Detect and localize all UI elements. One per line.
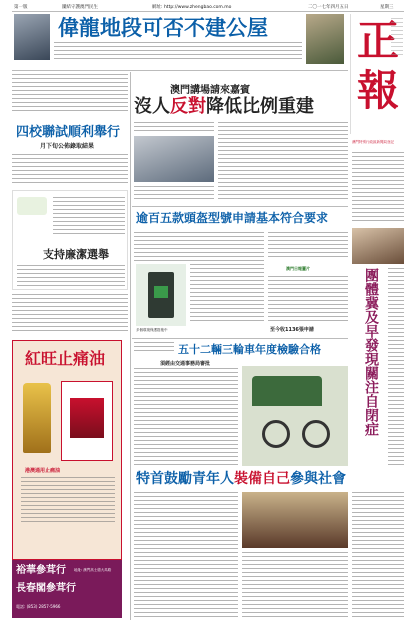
recycle-headline: 逾百五款頭盔型號申請基本符合要求	[136, 211, 329, 225]
left-headline: 四校聯試順利舉行	[16, 125, 121, 140]
nameplate-char-1: 正	[357, 16, 400, 65]
nameplate-char-2: 報	[357, 66, 400, 115]
store-name-1: 裕華參茸行	[16, 565, 66, 576]
left-subhead: 月下旬公佈錄取結果	[40, 143, 95, 150]
youth-headline	[136, 472, 346, 486]
page-label: 第一版	[14, 5, 28, 10]
youth-photo	[242, 492, 348, 548]
election-icon	[17, 197, 47, 215]
top-story-photo-right	[306, 14, 344, 64]
recycle-caption: 多個環境保護措施中	[136, 328, 168, 332]
ointment-ad	[12, 340, 122, 560]
youth-headline-suffix: 參與社會	[290, 471, 346, 487]
paper-info	[352, 140, 404, 225]
autism-photo	[352, 228, 404, 264]
center-headline-prefix: 沒人	[134, 96, 170, 117]
store-banner	[12, 560, 122, 618]
center-kicker: 澳門講場請來嘉賓	[170, 85, 250, 96]
issue-weekday: 星期三	[380, 5, 394, 10]
election-ad-headline: 支持廉潔選舉	[43, 248, 109, 261]
store-name-2: 長春閣參茸行	[16, 583, 76, 594]
autism-vertical-headline: 團體冀及早發現關注自閉症	[363, 268, 379, 436]
issue-date: 二〇一七年四月五日	[308, 5, 349, 10]
center-headline	[134, 98, 314, 116]
site-url[interactable]: 網址: http://www.zhengbao.com.mo	[152, 5, 232, 10]
rickshaw-photo	[242, 366, 348, 466]
recycle-bin-photo	[136, 264, 186, 326]
store-phone: 電話: (853) 2857-5966	[16, 604, 61, 609]
youth-headline-prefix: 特首鼓勵青年人	[136, 471, 234, 487]
paper-info-label: 澳門特別行政區新聞局登記	[352, 140, 394, 144]
ad-brand: 港澳通用止痛油	[25, 468, 61, 474]
masthead-motto: 團結守護澳門民生	[62, 5, 98, 10]
forum-photo	[134, 136, 214, 182]
ad-title: 紅旺止痛油	[25, 349, 106, 368]
ad-box	[61, 381, 113, 461]
store-address: 地址: 澳門高士德大馬路	[74, 568, 112, 572]
rickshaw-subhead: 須經由交通事務局審批	[160, 361, 211, 367]
masthead-strip	[12, 3, 404, 11]
top-headline: 偉龍地段可否不建公屋	[58, 15, 268, 40]
election-ad	[12, 190, 128, 290]
autism-story	[352, 228, 404, 488]
ad-bottle-left	[23, 383, 51, 453]
youth-headline-highlight: 裝備自己	[234, 471, 290, 487]
green-tag: 澳門日報圖片	[286, 266, 310, 271]
top-story-photo-left	[14, 14, 50, 60]
nameplate	[350, 14, 404, 134]
center-headline-highlight: 反對	[170, 96, 206, 117]
recycle-subhead: 至今收1136張申請	[270, 327, 314, 333]
center-headline-suffix: 降低比例重建	[206, 96, 314, 117]
rickshaw-headline: 五十二輛三輪車年度檢驗合格	[178, 343, 321, 356]
